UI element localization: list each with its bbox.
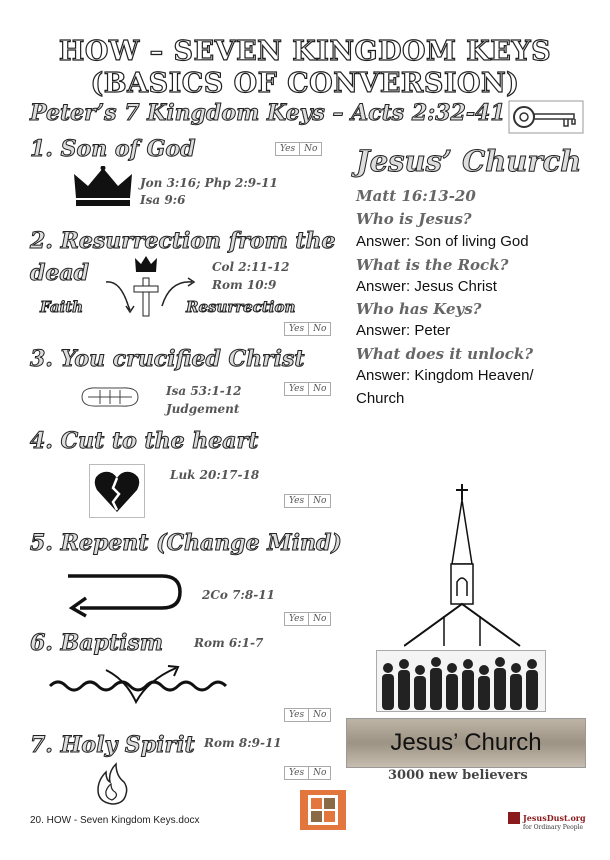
question-3: Who has Keys? bbox=[356, 300, 482, 318]
answer-2: Answer: Jesus Christ bbox=[356, 278, 497, 295]
yes-box[interactable]: Yes bbox=[276, 143, 300, 155]
no-box[interactable]: No bbox=[313, 710, 327, 720]
key-6-yes-no[interactable] bbox=[284, 708, 331, 722]
church-ref: Matt 16:13-20 bbox=[356, 187, 476, 205]
question-4: What does it unlock? bbox=[356, 345, 534, 363]
resurrection-label: Resurrection bbox=[186, 298, 296, 316]
key-2-heading-2: dead bbox=[30, 260, 90, 286]
key-1-heading: 1. Son of God bbox=[30, 136, 196, 162]
answer-3: Answer: Peter bbox=[356, 322, 451, 339]
believers-caption: 3000 new believers bbox=[388, 768, 528, 783]
no-box[interactable]: No bbox=[313, 768, 327, 778]
key-3-ref-1: Isa 53:1-12 bbox=[166, 384, 242, 398]
yes-box[interactable]: Yes bbox=[285, 709, 309, 721]
no-box[interactable]: No bbox=[313, 496, 327, 506]
yes-box[interactable]: Yes bbox=[285, 383, 309, 395]
footer-logo-icon bbox=[300, 790, 346, 830]
footer-filename: 20. HOW - Seven Kingdom Keys.docx bbox=[30, 815, 200, 826]
key-1-yes-no[interactable] bbox=[275, 142, 322, 156]
footer-brand bbox=[508, 812, 588, 831]
yes-box[interactable]: Yes bbox=[285, 613, 309, 625]
key-7-heading: 7. Holy Spirit bbox=[30, 732, 195, 758]
key-7-yes-no[interactable] bbox=[284, 766, 331, 780]
key-6-ref-1: Rom 6:1-7 bbox=[194, 636, 264, 650]
banner-text: Jesus’ Church bbox=[390, 729, 542, 756]
faith-label: Faith bbox=[40, 298, 84, 316]
answer-4: Answer: Kingdom Heaven/ bbox=[356, 367, 534, 384]
key-2-heading: 2. Resurrection from the bbox=[30, 228, 336, 254]
key-6-heading: 6. Baptism bbox=[30, 630, 164, 656]
key-2-ref-1: Col 2:11-12 bbox=[212, 260, 290, 274]
answer-4-line-2: Church bbox=[356, 390, 405, 407]
question-1: Who is Jesus? bbox=[356, 210, 472, 228]
key-2-ref-2: Rom 10:9 bbox=[212, 278, 277, 292]
broken-heart-icon bbox=[89, 464, 145, 518]
key-5-ref-1: 2Co 7:8-11 bbox=[202, 588, 275, 602]
key-5-heading: 5. Repent (Change Mind) bbox=[30, 530, 342, 556]
church-building-icon bbox=[404, 484, 522, 650]
key-4-yes-no[interactable] bbox=[284, 494, 331, 508]
church-banner bbox=[346, 718, 586, 768]
u-turn-arrow-icon bbox=[64, 570, 184, 618]
key-3-ref-2: Judgement bbox=[166, 402, 240, 416]
key-1-ref-2: Isa 9:6 bbox=[140, 193, 186, 207]
brand-name: JesusDust.org bbox=[523, 813, 586, 823]
key-1-ref-1: Jon 3:16; Php 2:9-11 bbox=[140, 176, 278, 190]
yes-box[interactable]: Yes bbox=[285, 767, 309, 779]
no-box[interactable]: No bbox=[313, 384, 327, 394]
title-line-1: HOW – SEVEN KINGDOM KEYS bbox=[58, 36, 552, 67]
crown-icon bbox=[72, 166, 134, 208]
no-box[interactable]: No bbox=[304, 144, 318, 154]
yes-box[interactable]: Yes bbox=[285, 495, 309, 507]
key-3-heading: 3. You crucified Christ bbox=[30, 346, 305, 372]
brand-subtitle: for Ordinary People bbox=[523, 824, 584, 831]
key-5-yes-no[interactable] bbox=[284, 612, 331, 626]
baptism-wave-icon bbox=[46, 660, 236, 710]
title-line-2: (BASICS OF CONVERSION) bbox=[90, 68, 520, 99]
whip-icon bbox=[78, 383, 142, 411]
cross-resurrection-icon bbox=[100, 250, 200, 320]
brand-icon bbox=[508, 812, 520, 824]
subtitle: Peter’s 7 Kingdom Keys – Acts 2:32-41 bbox=[30, 100, 506, 126]
key-4-ref-1: Luk 20:17-18 bbox=[170, 468, 260, 482]
no-box[interactable]: No bbox=[313, 324, 327, 334]
no-box[interactable]: No bbox=[313, 614, 327, 624]
key-2-yes-no[interactable] bbox=[284, 322, 331, 336]
flame-icon bbox=[94, 762, 130, 806]
question-2: What is the Rock? bbox=[356, 256, 509, 274]
key-icon bbox=[508, 100, 584, 134]
key-4-heading: 4. Cut to the heart bbox=[30, 428, 259, 454]
key-7-ref-1: Rom 8:9-11 bbox=[204, 736, 282, 750]
answer-1: Answer: Son of living God bbox=[356, 233, 529, 250]
crowd-image bbox=[376, 650, 546, 712]
church-heading: Jesus’ Church bbox=[356, 144, 582, 178]
key-3-yes-no[interactable] bbox=[284, 382, 331, 396]
yes-box[interactable]: Yes bbox=[285, 323, 309, 335]
